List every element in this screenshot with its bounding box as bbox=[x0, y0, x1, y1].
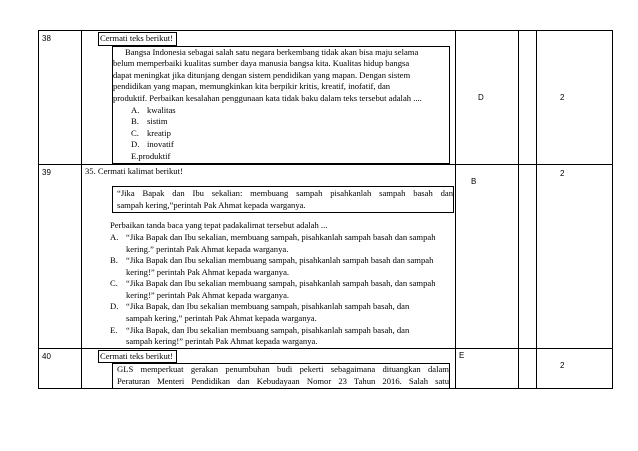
passage-line: Peraturan Menteri Pendidikan dan Kebudayaan Nomor 23 Tahun 2016. Salah satu bbox=[117, 376, 449, 387]
score-value: 2 bbox=[537, 31, 613, 165]
passage-line: produktif. Perbaikan kesalahan penggunaan kata tidak baku dalam teks tersebut adalah .... bbox=[113, 92, 422, 103]
question-number: 40 bbox=[39, 348, 82, 388]
passage-line: Bangsa Indonesia sebagai salah satu negara berkembang tidak akan bisa maju selama bbox=[125, 46, 419, 57]
quote-box bbox=[112, 186, 454, 213]
question-number: 38 bbox=[39, 31, 82, 165]
quote-line: sampah kering,”perintah Pak Ahmat kepada warganya. bbox=[117, 199, 306, 210]
option-item bbox=[110, 325, 455, 348]
option-text: “Jika Bapak dan Ibu sekalian membuang sampah, pisahkanlah sampah basah dan sampah bbox=[126, 255, 434, 266]
option-letter: C. bbox=[131, 127, 139, 138]
option-item bbox=[131, 128, 449, 140]
option-letter: D. bbox=[110, 301, 119, 312]
option-text: inovatif bbox=[147, 139, 174, 150]
option-text: kreatip bbox=[147, 127, 171, 138]
score-value: 2 bbox=[537, 348, 613, 388]
option-item bbox=[131, 105, 449, 117]
question-prompt: Cermati teks berikut! bbox=[98, 32, 177, 46]
option-item bbox=[131, 116, 449, 128]
option-letter: B. bbox=[131, 116, 139, 127]
question-prompt: Cermati teks berikut! bbox=[98, 350, 177, 364]
passage-line: belum memperbaiki kualitas sumber daya manusia bangsa kita. Kualitas hidup bangsa bbox=[113, 58, 410, 69]
table-row bbox=[39, 164, 613, 348]
option-letter: A. bbox=[110, 231, 119, 242]
option-letter: E. bbox=[110, 324, 118, 335]
option-letter: D. bbox=[131, 139, 140, 150]
blank-cell bbox=[519, 348, 537, 388]
option-letter: A. bbox=[131, 104, 140, 115]
answer-key: D bbox=[456, 31, 519, 165]
option-item bbox=[110, 301, 455, 324]
option-text: “Jika Bapak dan Ibu sekalian, membuang sampah, pisahkanlah sampah basah dan sampah bbox=[126, 231, 436, 242]
option-text: sampah kering!” perintah Pak Ahmat kepada warganya. bbox=[126, 336, 318, 347]
score-value: 2 bbox=[537, 164, 613, 348]
option-letter: C. bbox=[110, 278, 118, 289]
option-text: sistim bbox=[147, 116, 168, 127]
option-item bbox=[110, 255, 455, 278]
option-text: kering.” perintah Pak Ahmat kepada warganya. bbox=[126, 243, 289, 254]
option-text: “Jika Bapak, dan Ibu sekalian membuang sampah, pisahkanlah sampah basah, dan bbox=[126, 324, 410, 335]
passage-line: GLS memperkuat gerakan penumbuhan budi pekerti sebagaimana dituangkan dalam bbox=[117, 364, 449, 375]
option-text: kwalitas bbox=[147, 104, 176, 115]
option-item bbox=[110, 278, 455, 301]
question-content bbox=[82, 348, 456, 388]
option-text: “Jika Bapak, dan Ibu sekalian membuang sampah, pisahkanlah sampah basah, dan bbox=[126, 301, 410, 312]
passage-line: pendidikan yang mapan, memungkinkan kita berpikir kritis, kreatif, inofatif, dan bbox=[113, 81, 391, 92]
option-text: “Jika Bapak dan Ibu sekalian membuang sampah, pisahkanlah sampah basah, dan sampah bbox=[126, 278, 436, 289]
answer-key-sheet bbox=[38, 30, 612, 422]
option-item bbox=[131, 139, 449, 151]
option-item: E.produktif bbox=[131, 150, 171, 161]
passage-line: dapat meningkat jika ditunjang dengan sistem pendidikan yang mapan. Dengan sistem bbox=[113, 69, 411, 80]
passage-box bbox=[112, 363, 450, 387]
question-content bbox=[82, 164, 456, 348]
blank-cell bbox=[519, 31, 537, 165]
question-number: 39 bbox=[39, 164, 82, 348]
answer-key: E bbox=[456, 348, 519, 388]
table-row bbox=[39, 31, 613, 165]
option-text: sampah kering,” perintah Pak Ahmat kepada warganya. bbox=[126, 313, 317, 324]
question-content bbox=[82, 31, 456, 165]
quote-line: “Jika Bapak dan Ibu sekalian: membuang sampah pisahkanlah sampah basah dan bbox=[117, 188, 453, 199]
question-text: Perbaikan tanda baca yang tepat padakalimat tersebut adalah ... bbox=[110, 220, 328, 231]
option-item bbox=[110, 232, 455, 255]
blank-cell bbox=[519, 164, 537, 348]
option-letter: B. bbox=[110, 255, 118, 266]
question-prompt: 35. Cermati kalimat berikut! bbox=[85, 165, 183, 176]
table-row bbox=[39, 348, 613, 388]
answer-key: B bbox=[456, 164, 519, 348]
passage-box bbox=[112, 46, 450, 164]
option-text: kering!” perintah Pak Ahmat kepada warganya. bbox=[126, 266, 290, 277]
option-text: kering!” perintah Pak Ahmat kepada warganya. bbox=[126, 289, 290, 300]
question-table bbox=[38, 30, 613, 389]
